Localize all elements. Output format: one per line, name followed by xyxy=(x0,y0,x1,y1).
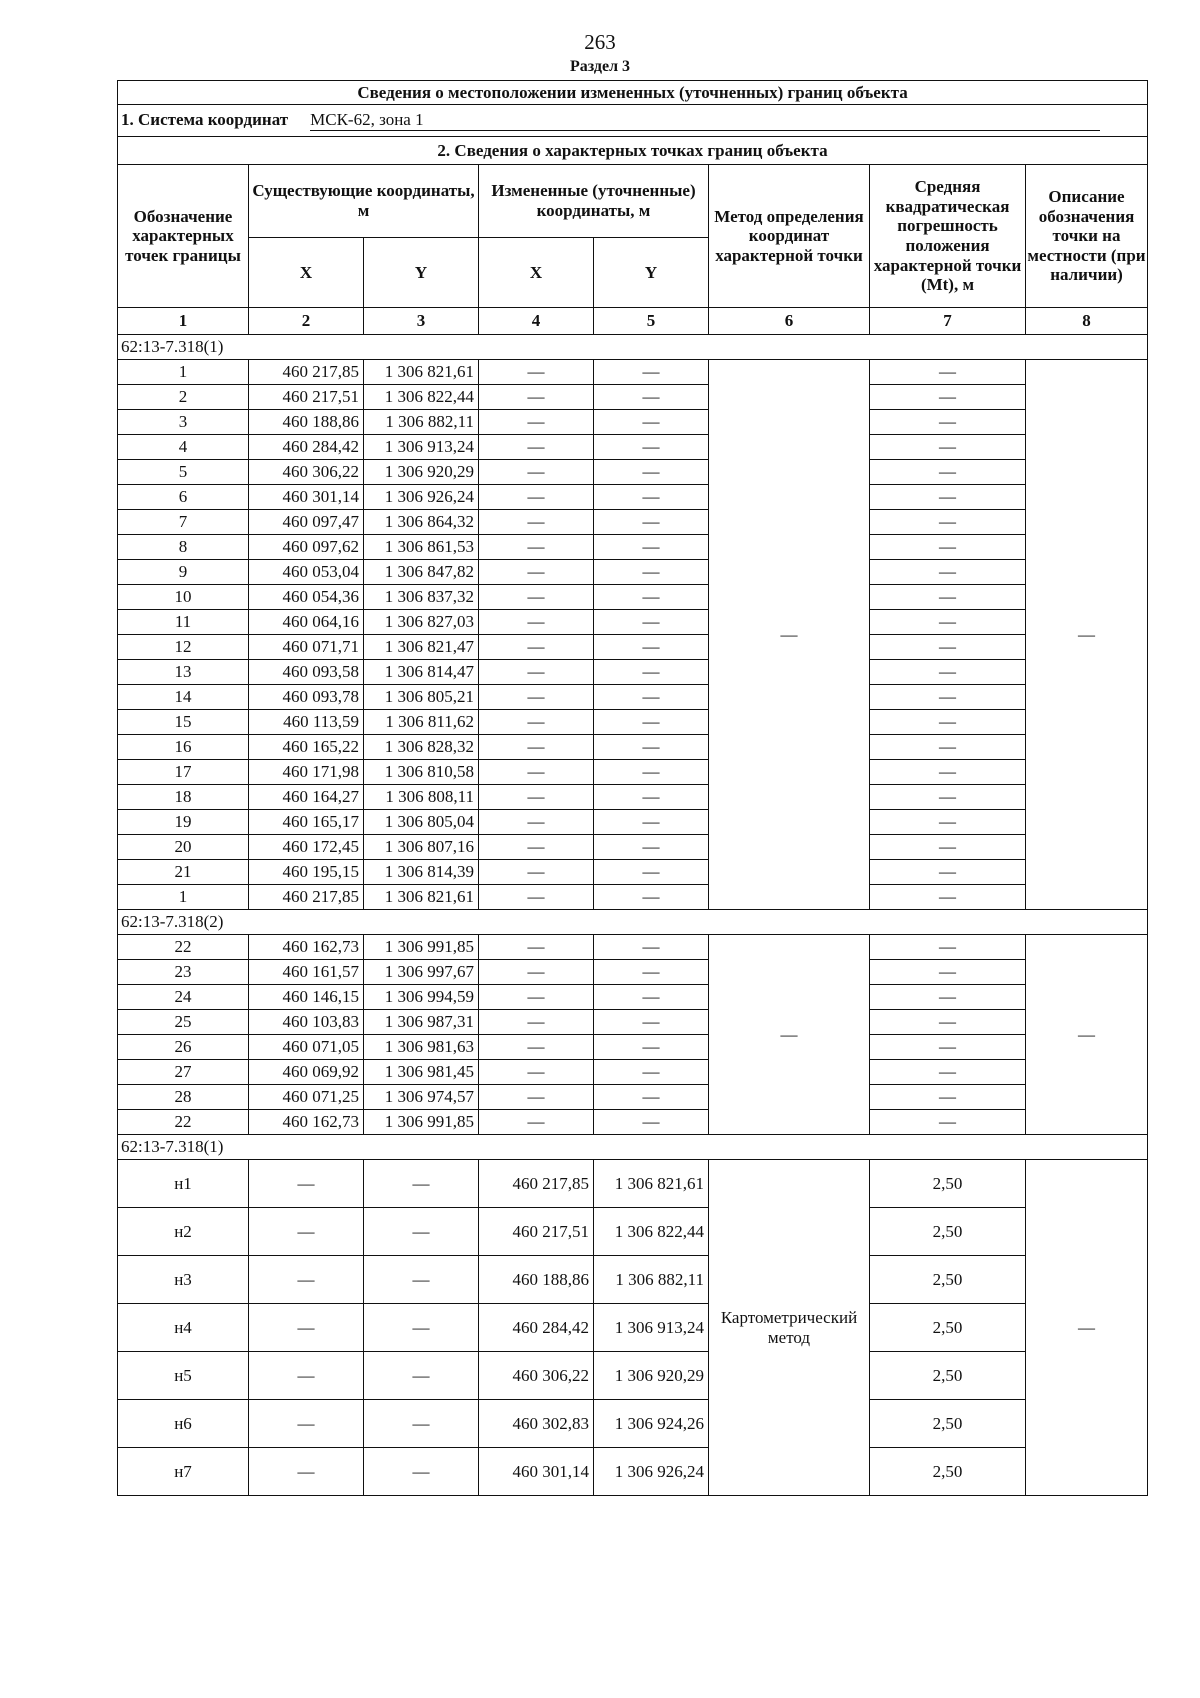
changed-x: — xyxy=(479,535,594,560)
method-cell: — xyxy=(709,935,870,1135)
header-designation: Обозначение характерных точек границы xyxy=(118,165,249,308)
error-value: — xyxy=(870,535,1026,560)
page-number: 263 xyxy=(584,30,616,54)
changed-y: — xyxy=(594,535,709,560)
changed-x: 460 284,42 xyxy=(479,1304,594,1352)
existing-x: 460 097,47 xyxy=(249,510,364,535)
existing-y: 1 306 810,58 xyxy=(364,760,479,785)
changed-x: 460 188,86 xyxy=(479,1256,594,1304)
existing-y: — xyxy=(364,1304,479,1352)
existing-y: 1 306 811,62 xyxy=(364,710,479,735)
error-value: 2,50 xyxy=(870,1352,1026,1400)
changed-x: — xyxy=(479,960,594,985)
changed-x: — xyxy=(479,1035,594,1060)
changed-y: — xyxy=(594,1060,709,1085)
point-id: 7 xyxy=(118,510,249,535)
existing-x: 460 161,57 xyxy=(249,960,364,985)
table-row xyxy=(118,1304,1148,1352)
table-row xyxy=(118,985,1148,1010)
header-error: Средняя квадратическая погрешность положения характерной точки (Mt), м xyxy=(870,165,1026,308)
table-row xyxy=(118,410,1148,435)
existing-y: 1 306 864,32 xyxy=(364,510,479,535)
existing-y: 1 306 805,21 xyxy=(364,685,479,710)
existing-y: 1 306 827,03 xyxy=(364,610,479,635)
existing-y: 1 306 920,29 xyxy=(364,460,479,485)
error-value: — xyxy=(870,1035,1026,1060)
changed-y: — xyxy=(594,385,709,410)
table-row xyxy=(118,1352,1148,1400)
changed-y: — xyxy=(594,410,709,435)
changed-x: — xyxy=(479,610,594,635)
changed-y: — xyxy=(594,835,709,860)
header-changed-y: Y xyxy=(594,238,709,308)
changed-x: — xyxy=(479,835,594,860)
changed-x: — xyxy=(479,1060,594,1085)
existing-x: — xyxy=(249,1400,364,1448)
changed-y: — xyxy=(594,885,709,910)
header-changed-coordinates: Измененные (уточненные) координаты, м xyxy=(479,165,709,238)
existing-x: 460 146,15 xyxy=(249,985,364,1010)
changed-y: — xyxy=(594,485,709,510)
error-value: — xyxy=(870,985,1026,1010)
point-id: 15 xyxy=(118,710,249,735)
column-number: 1 xyxy=(118,308,249,335)
existing-y: — xyxy=(364,1400,479,1448)
changed-x: 460 302,83 xyxy=(479,1400,594,1448)
error-value: — xyxy=(870,1085,1026,1110)
table-title: Сведения о местоположении измененных (уточненных) границ объекта xyxy=(118,81,1148,105)
column-number: 6 xyxy=(709,308,870,335)
changed-y: 1 306 821,61 xyxy=(594,1160,709,1208)
existing-y: 1 306 822,44 xyxy=(364,385,479,410)
changed-y: — xyxy=(594,435,709,460)
point-id: 27 xyxy=(118,1060,249,1085)
table-row xyxy=(118,885,1148,910)
changed-x: — xyxy=(479,435,594,460)
error-value: — xyxy=(870,835,1026,860)
table-row xyxy=(118,435,1148,460)
coordinate-system-label: 1. Система координат xyxy=(121,109,289,129)
changed-x: — xyxy=(479,885,594,910)
changed-y: 1 306 926,24 xyxy=(594,1448,709,1496)
existing-x: 460 071,05 xyxy=(249,1035,364,1060)
method-cell: — xyxy=(709,360,870,910)
point-id: 18 xyxy=(118,785,249,810)
changed-y: — xyxy=(594,685,709,710)
header-changed-x: X xyxy=(479,238,594,308)
changed-x: — xyxy=(479,935,594,960)
existing-y: 1 306 997,67 xyxy=(364,960,479,985)
column-number: 2 xyxy=(249,308,364,335)
existing-x: 460 071,71 xyxy=(249,635,364,660)
error-value: 2,50 xyxy=(870,1160,1026,1208)
existing-x: 460 284,42 xyxy=(249,435,364,460)
error-value: — xyxy=(870,510,1026,535)
existing-x: — xyxy=(249,1208,364,1256)
existing-y: 1 306 821,61 xyxy=(364,885,479,910)
point-id: 22 xyxy=(118,1110,249,1135)
changed-x: — xyxy=(479,410,594,435)
changed-x: — xyxy=(479,735,594,760)
error-value: — xyxy=(870,635,1026,660)
error-value: — xyxy=(870,685,1026,710)
error-value: — xyxy=(870,735,1026,760)
existing-x: 460 093,58 xyxy=(249,660,364,685)
changed-x: — xyxy=(479,460,594,485)
existing-y: — xyxy=(364,1208,479,1256)
changed-y: — xyxy=(594,710,709,735)
existing-x: 460 217,85 xyxy=(249,885,364,910)
existing-y: 1 306 805,04 xyxy=(364,810,479,835)
changed-x: — xyxy=(479,710,594,735)
point-id: 12 xyxy=(118,635,249,660)
error-value: — xyxy=(870,935,1026,960)
point-id: 24 xyxy=(118,985,249,1010)
table-row xyxy=(118,560,1148,585)
error-value: — xyxy=(870,660,1026,685)
existing-x: 460 217,51 xyxy=(249,385,364,410)
changed-y: 1 306 920,29 xyxy=(594,1352,709,1400)
existing-x: 460 217,85 xyxy=(249,360,364,385)
existing-y: 1 306 974,57 xyxy=(364,1085,479,1110)
point-id: н3 xyxy=(118,1256,249,1304)
error-value: — xyxy=(870,860,1026,885)
table-row xyxy=(118,460,1148,485)
error-value: — xyxy=(870,960,1026,985)
existing-x: 460 064,16 xyxy=(249,610,364,635)
table-row xyxy=(118,610,1148,635)
table-row xyxy=(118,960,1148,985)
changed-x: — xyxy=(479,760,594,785)
point-id: 19 xyxy=(118,810,249,835)
existing-x: — xyxy=(249,1304,364,1352)
changed-y: — xyxy=(594,660,709,685)
existing-x: 460 103,83 xyxy=(249,1010,364,1035)
existing-y: 1 306 987,31 xyxy=(364,1010,479,1035)
table-row xyxy=(118,1208,1148,1256)
existing-x: 460 069,92 xyxy=(249,1060,364,1085)
changed-y: — xyxy=(594,1035,709,1060)
point-id: 8 xyxy=(118,535,249,560)
changed-x: — xyxy=(479,485,594,510)
changed-x: — xyxy=(479,585,594,610)
point-id: 14 xyxy=(118,685,249,710)
table-row xyxy=(118,385,1148,410)
point-id: 21 xyxy=(118,860,249,885)
existing-y: — xyxy=(364,1256,479,1304)
column-number: 8 xyxy=(1026,308,1148,335)
existing-y: 1 306 847,82 xyxy=(364,560,479,585)
changed-x: — xyxy=(479,360,594,385)
table-row xyxy=(118,635,1148,660)
changed-x: 460 217,85 xyxy=(479,1160,594,1208)
method-cell: Картометрический метод xyxy=(709,1160,870,1496)
point-id: 22 xyxy=(118,935,249,960)
header-existing-x: X xyxy=(249,238,364,308)
point-id: 11 xyxy=(118,610,249,635)
error-value: — xyxy=(870,485,1026,510)
existing-x: 460 097,62 xyxy=(249,535,364,560)
point-id: н6 xyxy=(118,1400,249,1448)
changed-x: — xyxy=(479,810,594,835)
changed-y: — xyxy=(594,460,709,485)
table-row xyxy=(118,1010,1148,1035)
error-value: — xyxy=(870,785,1026,810)
error-value: — xyxy=(870,560,1026,585)
changed-y: — xyxy=(594,635,709,660)
changed-x: — xyxy=(479,635,594,660)
table-row xyxy=(118,710,1148,735)
point-id: 13 xyxy=(118,660,249,685)
existing-y: 1 306 981,63 xyxy=(364,1035,479,1060)
existing-y: 1 306 991,85 xyxy=(364,1110,479,1135)
changed-y: 1 306 822,44 xyxy=(594,1208,709,1256)
existing-y: — xyxy=(364,1448,479,1496)
changed-x: — xyxy=(479,510,594,535)
group-header: 62:13-7.318(1) xyxy=(118,335,1148,360)
table-row xyxy=(118,935,1148,960)
error-value: — xyxy=(870,1010,1026,1035)
existing-x: 460 093,78 xyxy=(249,685,364,710)
table-row xyxy=(118,1400,1148,1448)
table-row xyxy=(118,485,1148,510)
table-row xyxy=(118,535,1148,560)
error-value: 2,50 xyxy=(870,1448,1026,1496)
existing-x: 460 301,14 xyxy=(249,485,364,510)
error-value: — xyxy=(870,760,1026,785)
point-id: 6 xyxy=(118,485,249,510)
column-number: 3 xyxy=(364,308,479,335)
existing-x: 460 171,98 xyxy=(249,760,364,785)
table-row xyxy=(118,810,1148,835)
error-value: 2,50 xyxy=(870,1208,1026,1256)
existing-y: 1 306 882,11 xyxy=(364,410,479,435)
error-value: — xyxy=(870,1110,1026,1135)
point-id: 4 xyxy=(118,435,249,460)
changed-y: — xyxy=(594,860,709,885)
header-existing-y: Y xyxy=(364,238,479,308)
column-number: 4 xyxy=(479,308,594,335)
changed-x: — xyxy=(479,785,594,810)
point-id: 1 xyxy=(118,885,249,910)
changed-y: 1 306 913,24 xyxy=(594,1304,709,1352)
existing-y: 1 306 991,85 xyxy=(364,935,479,960)
existing-y: — xyxy=(364,1352,479,1400)
changed-x: 460 301,14 xyxy=(479,1448,594,1496)
table-row xyxy=(118,785,1148,810)
changed-x: — xyxy=(479,1110,594,1135)
point-id: 3 xyxy=(118,410,249,435)
table-row xyxy=(118,360,1148,385)
changed-y: 1 306 924,26 xyxy=(594,1400,709,1448)
existing-y: 1 306 837,32 xyxy=(364,585,479,610)
point-id: н7 xyxy=(118,1448,249,1496)
existing-x: 460 165,22 xyxy=(249,735,364,760)
error-value: 2,50 xyxy=(870,1304,1026,1352)
error-value: 2,50 xyxy=(870,1256,1026,1304)
changed-y: — xyxy=(594,360,709,385)
point-id: 2 xyxy=(118,385,249,410)
existing-x: 460 165,17 xyxy=(249,810,364,835)
point-id: 10 xyxy=(118,585,249,610)
existing-y: 1 306 808,11 xyxy=(364,785,479,810)
column-number: 5 xyxy=(594,308,709,335)
header-method: Метод определения координат характерной точки xyxy=(709,165,870,308)
description-cell: — xyxy=(1026,360,1148,910)
error-value: 2,50 xyxy=(870,1400,1026,1448)
point-id: 28 xyxy=(118,1085,249,1110)
point-id: н4 xyxy=(118,1304,249,1352)
table-row xyxy=(118,760,1148,785)
table-row xyxy=(118,1160,1148,1208)
existing-x: 460 195,15 xyxy=(249,860,364,885)
table-row xyxy=(118,1448,1148,1496)
changed-x: — xyxy=(479,660,594,685)
table-row xyxy=(118,1085,1148,1110)
table-row xyxy=(118,1110,1148,1135)
table-row xyxy=(118,1256,1148,1304)
error-value: — xyxy=(870,710,1026,735)
existing-x: 460 172,45 xyxy=(249,835,364,860)
existing-y: 1 306 821,47 xyxy=(364,635,479,660)
coordinate-system-value: МСК-62, зона 1 xyxy=(310,110,1100,132)
point-id: 1 xyxy=(118,360,249,385)
changed-y: — xyxy=(594,810,709,835)
changed-y: — xyxy=(594,585,709,610)
existing-x: 460 053,04 xyxy=(249,560,364,585)
table-row xyxy=(118,1060,1148,1085)
header-existing-coordinates: Существующие координаты, м xyxy=(249,165,479,238)
description-cell: — xyxy=(1026,1160,1148,1496)
table-row xyxy=(118,735,1148,760)
existing-y: 1 306 861,53 xyxy=(364,535,479,560)
changed-y: 1 306 882,11 xyxy=(594,1256,709,1304)
point-id: 20 xyxy=(118,835,249,860)
changed-y: — xyxy=(594,760,709,785)
table-row xyxy=(118,835,1148,860)
existing-y: — xyxy=(364,1160,479,1208)
existing-x: 460 188,86 xyxy=(249,410,364,435)
changed-y: — xyxy=(594,1010,709,1035)
changed-x: — xyxy=(479,1010,594,1035)
existing-x: 460 162,73 xyxy=(249,1110,364,1135)
points-section-title: 2. Сведения о характерных точках границ объекта xyxy=(118,137,1148,165)
point-id: 23 xyxy=(118,960,249,985)
table-row xyxy=(118,685,1148,710)
changed-x: — xyxy=(479,860,594,885)
point-id: н5 xyxy=(118,1352,249,1400)
error-value: — xyxy=(870,610,1026,635)
existing-y: 1 306 807,16 xyxy=(364,835,479,860)
point-id: 16 xyxy=(118,735,249,760)
header-description: Описание обозначения точки на местности (при наличии) xyxy=(1026,165,1148,308)
existing-x: 460 164,27 xyxy=(249,785,364,810)
table-row xyxy=(118,860,1148,885)
table-row xyxy=(118,585,1148,610)
boundary-points-table xyxy=(117,80,1148,1496)
point-id: н1 xyxy=(118,1160,249,1208)
existing-x: — xyxy=(249,1160,364,1208)
existing-y: 1 306 814,47 xyxy=(364,660,479,685)
section-title: Раздел 3 xyxy=(569,58,631,75)
error-value: — xyxy=(870,810,1026,835)
existing-y: 1 306 913,24 xyxy=(364,435,479,460)
changed-y: — xyxy=(594,935,709,960)
changed-y: — xyxy=(594,785,709,810)
existing-x: — xyxy=(249,1352,364,1400)
existing-x: 460 162,73 xyxy=(249,935,364,960)
existing-x: 460 113,59 xyxy=(249,710,364,735)
error-value: — xyxy=(870,385,1026,410)
changed-x: — xyxy=(479,385,594,410)
changed-y: — xyxy=(594,510,709,535)
group-header: 62:13-7.318(2) xyxy=(118,910,1148,935)
description-cell: — xyxy=(1026,935,1148,1135)
point-id: 5 xyxy=(118,460,249,485)
changed-y: — xyxy=(594,1110,709,1135)
changed-y: — xyxy=(594,960,709,985)
table-row xyxy=(118,510,1148,535)
changed-y: — xyxy=(594,560,709,585)
error-value: — xyxy=(870,360,1026,385)
changed-x: — xyxy=(479,985,594,1010)
existing-x: 460 306,22 xyxy=(249,460,364,485)
group-header: 62:13-7.318(1) xyxy=(118,1135,1148,1160)
point-id: 17 xyxy=(118,760,249,785)
table-row xyxy=(118,1035,1148,1060)
existing-y: 1 306 994,59 xyxy=(364,985,479,1010)
existing-x: 460 054,36 xyxy=(249,585,364,610)
changed-x: 460 217,51 xyxy=(479,1208,594,1256)
existing-x: — xyxy=(249,1256,364,1304)
changed-x: — xyxy=(479,685,594,710)
changed-x: 460 306,22 xyxy=(479,1352,594,1400)
table-row xyxy=(118,660,1148,685)
point-id: 25 xyxy=(118,1010,249,1035)
existing-y: 1 306 926,24 xyxy=(364,485,479,510)
changed-y: — xyxy=(594,610,709,635)
coordinate-system-row xyxy=(118,105,1148,137)
error-value: — xyxy=(870,585,1026,610)
existing-y: 1 306 828,32 xyxy=(364,735,479,760)
changed-x: — xyxy=(479,560,594,585)
error-value: — xyxy=(870,885,1026,910)
point-id: н2 xyxy=(118,1208,249,1256)
error-value: — xyxy=(870,1060,1026,1085)
existing-y: 1 306 821,61 xyxy=(364,360,479,385)
column-number: 7 xyxy=(870,308,1026,335)
existing-y: 1 306 814,39 xyxy=(364,860,479,885)
error-value: — xyxy=(870,460,1026,485)
error-value: — xyxy=(870,435,1026,460)
changed-y: — xyxy=(594,985,709,1010)
existing-y: 1 306 981,45 xyxy=(364,1060,479,1085)
error-value: — xyxy=(870,410,1026,435)
changed-x: — xyxy=(479,1085,594,1110)
point-id: 9 xyxy=(118,560,249,585)
point-id: 26 xyxy=(118,1035,249,1060)
existing-x: 460 071,25 xyxy=(249,1085,364,1110)
existing-x: — xyxy=(249,1448,364,1496)
changed-y: — xyxy=(594,1085,709,1110)
changed-y: — xyxy=(594,735,709,760)
